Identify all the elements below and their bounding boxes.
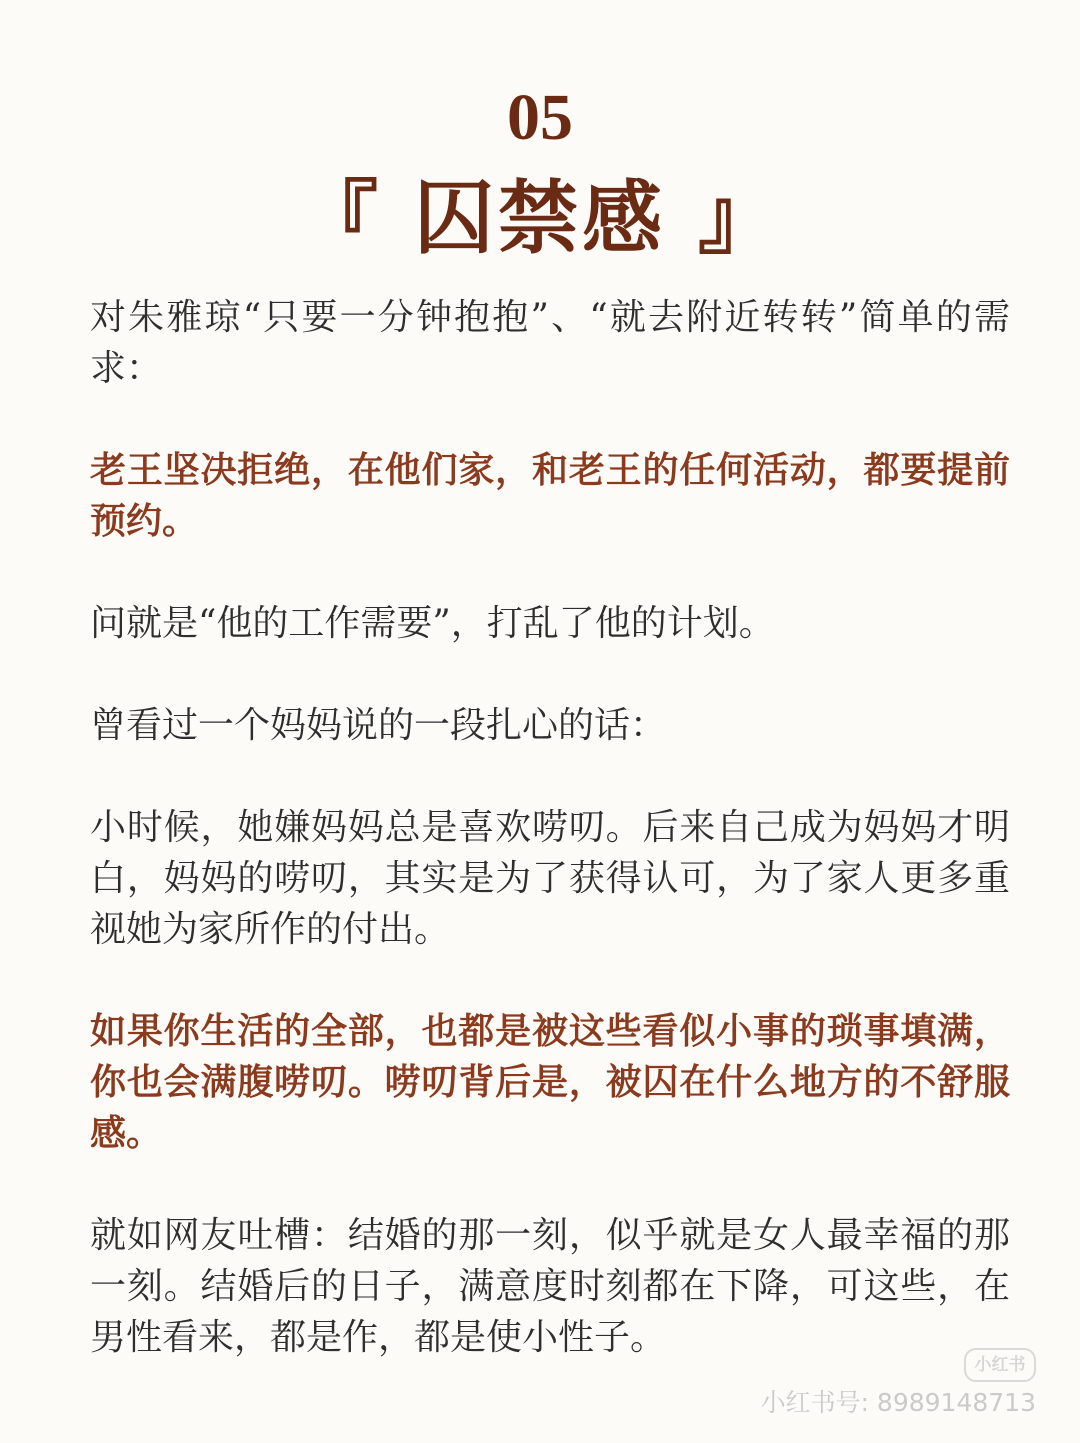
account-id-watermark: 小红书号: 8989148713 [760,1388,1036,1417]
paragraph-1: 对朱雅琼“只要一分钟抱抱”、“就去附近转转”简单的需求： [90,297,1010,389]
paragraph-3: 曾看过一个妈妈说的一段扎心的话： [90,705,667,746]
section-number: 05 [507,81,573,154]
section-title: 『 囚禁感 』 [298,171,782,265]
xiaohongshu-logo-watermark: 小红书 [964,1348,1036,1382]
article-body [90,292,1010,1414]
highlight-paragraph-2: 如果你生活的全部，也都是被这些看似小事的琐事填满，你也会满腹唠叨。唠叨背后是，被囚在什么地方的不舒服感。 [90,1010,1010,1154]
highlight-paragraph-1: 老王坚决拒绝，在他们家，和老王的任何活动，都要提前预约。 [90,449,1010,542]
paragraph-4: 小时候，她嫌妈妈总是喜欢唠叨。后来自己成为妈妈才明白，妈妈的唠叨，其实是为了获得认可，为了家人更多重视她为家所作的付出。 [90,807,1010,950]
paragraph-5: 就如网友吐槽：结婚的那一刻，似乎就是女人最幸福的那一刻。结婚后的日子，满意度时刻都在下降，可这些，在男性看来，都是作，都是使小性子。 [90,1215,1010,1358]
paragraph-2: 问就是“他的工作需要”，打乱了他的计划。 [90,603,775,644]
